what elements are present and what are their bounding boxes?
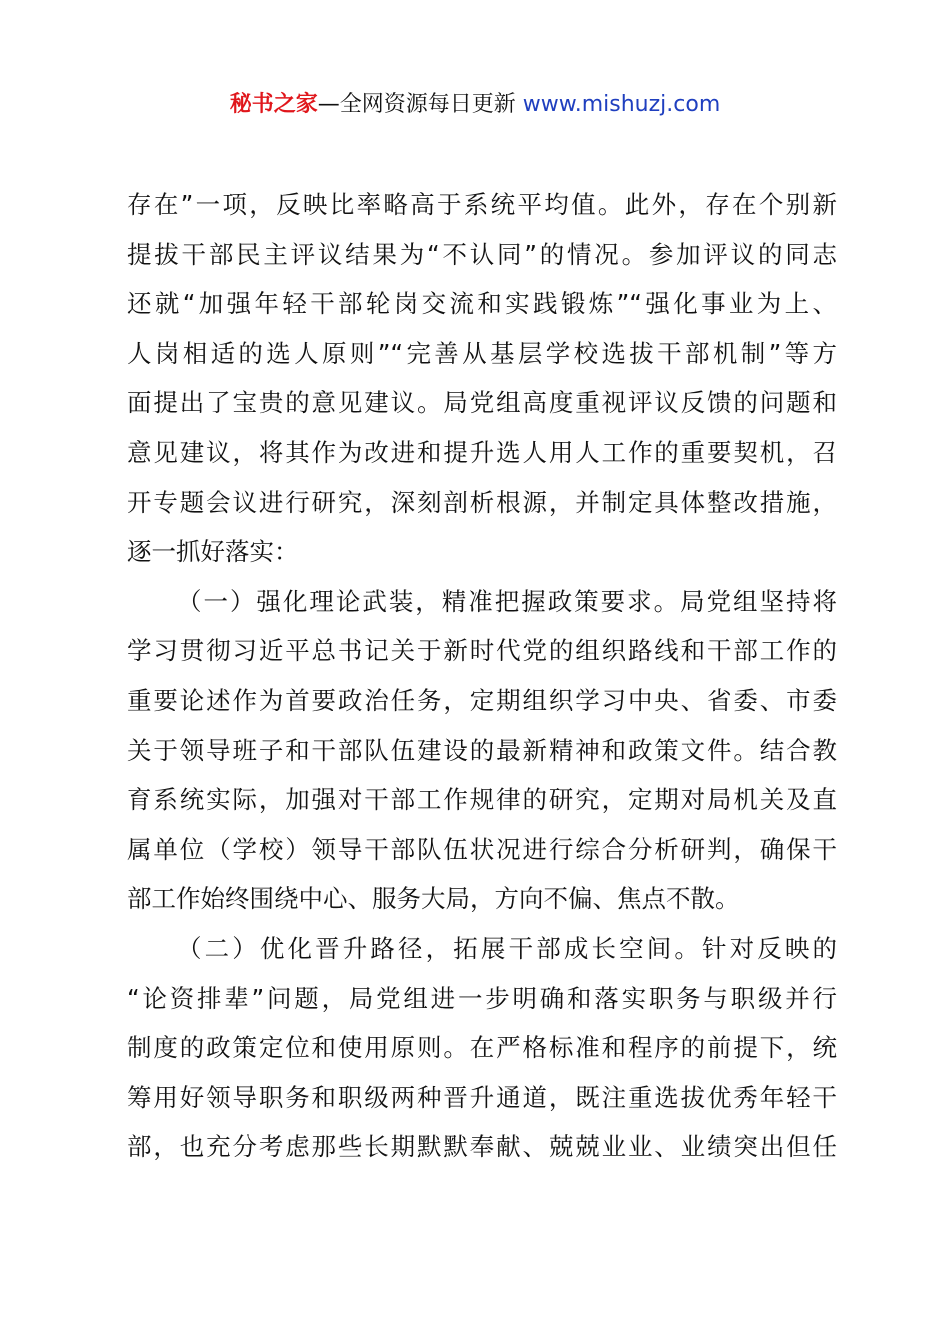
- document-body: [127, 180, 837, 1172]
- text-line: 提拔干部民主评议结果为“不认同”的情况。参加评议的同志: [127, 239, 837, 269]
- text-line: 部工作始终围绕中心、服务大局，方向不偏、焦点不散。: [127, 884, 740, 914]
- text-line: 人岗相适的选人原则”“完善从基层学校选拔干部机制”等方: [127, 338, 837, 368]
- text-line: 逐一抓好落实：: [127, 537, 299, 567]
- text-line: 部，也充分考虑那些长期默默奉献、兢兢业业、业绩突出但任: [127, 1132, 837, 1162]
- text-line: 关于领导班子和干部队伍建设的最新精神和政策文件。结合教: [127, 735, 837, 765]
- brand-name: 秘书之家: [229, 92, 318, 117]
- text-line: 育系统实际，加强对干部工作规律的研究，定期对局机关及直: [127, 785, 837, 815]
- text-line: 重要论述作为首要政治任务，定期组织学习中央、省委、市委: [127, 685, 837, 715]
- text-line: （一）强化理论武装，精准把握政策要求。局党组坚持将: [177, 586, 837, 616]
- text-line: 还就“加强年轻干部轮岗交流和实践锻炼”“强化事业为上、: [127, 289, 837, 319]
- text-line: 制度的政策定位和使用原则。在严格标准和程序的前提下，统: [127, 1033, 837, 1063]
- text-line: 存在”一项，反映比率略高于系统平均值。此外，存在个别新: [127, 190, 837, 219]
- text-line: 筹用好领导职务和职级两种晋升通道，既注重选拔优秀年轻干: [127, 1082, 837, 1112]
- text-line: 意见建议，将其作为改进和提升选人用人工作的重要契机，召: [127, 437, 837, 467]
- text-line: “论资排辈”问题，局党组进一步明确和落实职务与职级并行: [127, 983, 837, 1013]
- text-line: 开专题会议进行研究，深刻剖析根源，并制定具体整改措施，: [127, 487, 837, 517]
- text-line: 属单位（学校）领导干部队伍状况进行综合分析研判，确保干: [127, 834, 837, 864]
- site-url[interactable]: www.mishuzj.com: [522, 92, 721, 117]
- text-line: （二）优化晋升路径，拓展干部成长空间。针对反映的: [177, 933, 837, 963]
- text-line: 学习贯彻习近平总书记关于新时代党的组织路线和干部工作的: [127, 636, 837, 666]
- page-header: [0, 88, 950, 122]
- text-line: 面提出了宝贵的意见建议。局党组高度重视评议反馈的问题和: [127, 388, 837, 418]
- header-tagline: —全网资源每日更新: [317, 92, 516, 117]
